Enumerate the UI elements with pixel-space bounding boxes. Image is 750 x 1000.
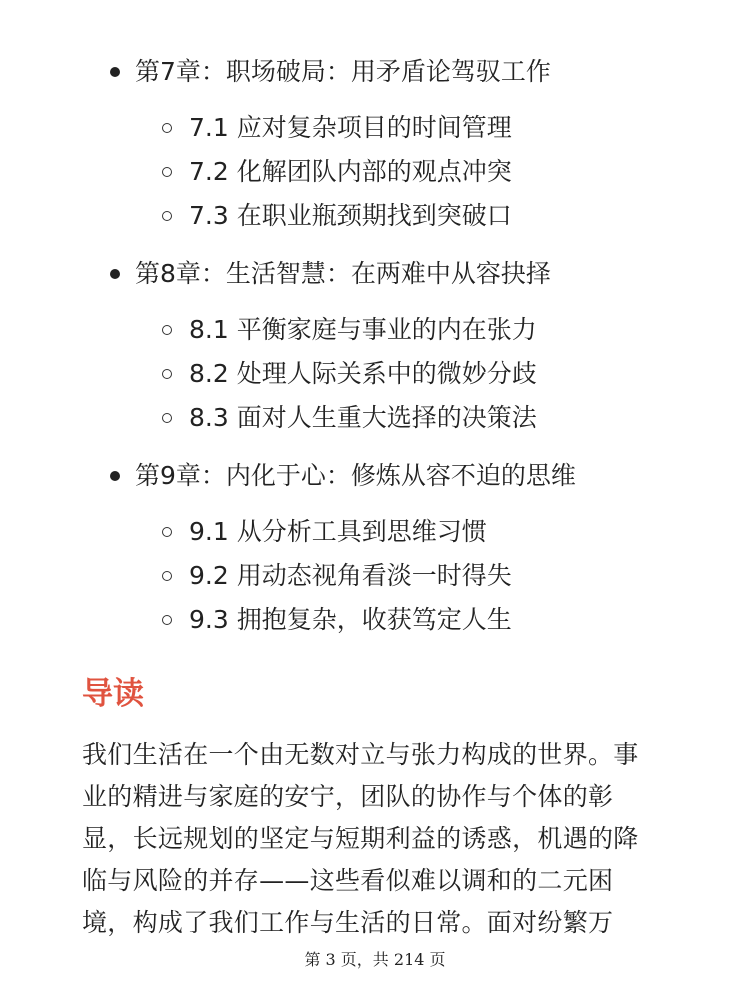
section-item — [0, 308, 750, 352]
section-title: 8.3 面对人生重大选择的决策法 — [189, 403, 537, 432]
intro-heading: 导读 — [82, 676, 144, 712]
hollow-bullet-icon — [162, 369, 172, 379]
section-item — [0, 194, 750, 238]
chapter-block-8 — [0, 252, 750, 454]
table-of-contents — [0, 50, 750, 656]
section-list — [0, 498, 750, 656]
section-item — [0, 106, 750, 150]
section-title: 9.2 用动态视角看淡一时得失 — [189, 561, 512, 590]
chapter-title: 第9章：内化于心：修炼从容不迫的思维 — [135, 461, 576, 490]
section-list — [0, 94, 750, 252]
chapter-item — [0, 50, 750, 94]
chapter-item — [0, 252, 750, 296]
section-item — [0, 554, 750, 598]
hollow-bullet-icon — [162, 123, 172, 133]
page-number: 第 3 页，共 214 页 — [304, 950, 446, 969]
section-item — [0, 352, 750, 396]
section-title: 9.3 拥抱复杂，收获笃定人生 — [189, 605, 512, 634]
chapter-item — [0, 454, 750, 498]
hollow-bullet-icon — [162, 325, 172, 335]
section-title: 7.1 应对复杂项目的时间管理 — [189, 113, 512, 142]
chapter-block-9 — [0, 454, 750, 656]
paragraph-line: 我们生活在一个由无数对立与张力构成的世界。事 — [82, 740, 639, 769]
paragraph-line: 业的精进与家庭的安宁，团队的协作与个体的彰 — [82, 782, 614, 811]
paragraph-line: 显，长远规划的坚定与短期利益的诱惑，机遇的降 — [82, 824, 639, 853]
hollow-bullet-icon — [162, 527, 172, 537]
section-title: 8.1 平衡家庭与事业的内在张力 — [189, 315, 537, 344]
section-list — [0, 296, 750, 454]
filled-bullet-icon — [110, 471, 120, 481]
hollow-bullet-icon — [162, 571, 172, 581]
hollow-bullet-icon — [162, 413, 172, 423]
filled-bullet-icon — [110, 67, 120, 77]
paragraph-line: 临与风险的并存——这些看似难以调和的二元困 — [82, 866, 614, 895]
intro-paragraph — [82, 734, 682, 944]
section-item — [0, 150, 750, 194]
section-title: 8.2 处理人际关系中的微妙分歧 — [189, 359, 537, 388]
chapter-block-7 — [0, 50, 750, 252]
chapter-title: 第8章：生活智慧：在两难中从容抉择 — [135, 259, 551, 288]
filled-bullet-icon — [110, 269, 120, 279]
paragraph-line: 境，构成了我们工作与生活的日常。面对纷繁万 — [82, 908, 614, 937]
hollow-bullet-icon — [162, 211, 172, 221]
section-title: 9.1 从分析工具到思维习惯 — [189, 517, 487, 546]
hollow-bullet-icon — [162, 615, 172, 625]
section-title: 7.3 在职业瓶颈期找到突破口 — [189, 201, 512, 230]
section-item — [0, 598, 750, 642]
section-item — [0, 396, 750, 440]
hollow-bullet-icon — [162, 167, 172, 177]
section-item — [0, 510, 750, 554]
section-title: 7.2 化解团队内部的观点冲突 — [189, 157, 512, 186]
chapter-title: 第7章：职场破局：用矛盾论驾驭工作 — [135, 57, 551, 86]
